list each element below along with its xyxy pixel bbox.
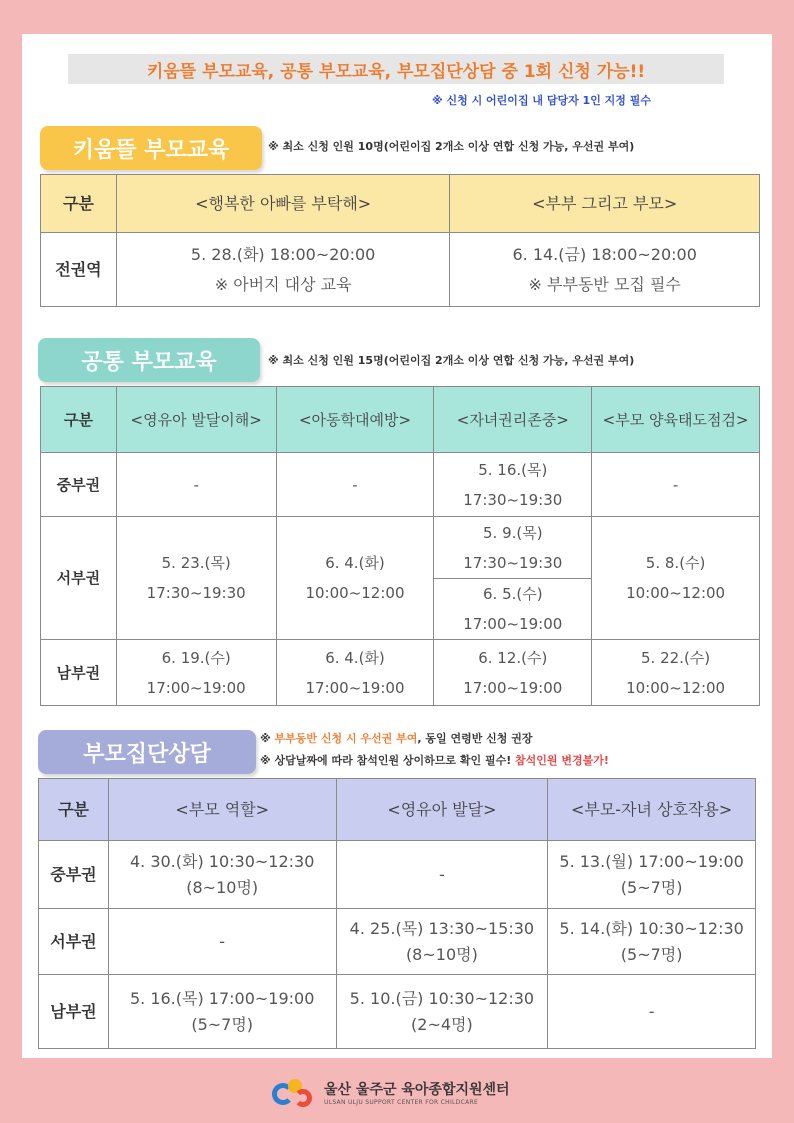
row-label: 중부권 — [39, 841, 109, 909]
table-cell: - — [592, 453, 760, 517]
section-title-common: 공통 부모교육 — [38, 338, 260, 382]
table-cell: - — [108, 909, 336, 975]
center-logo-icon — [270, 1075, 316, 1109]
row-label: 서부권 — [39, 909, 109, 975]
common-education-table — [40, 386, 760, 706]
table-header: <부부 그리고 부모> — [450, 175, 760, 233]
table-header: <행복한 아빠를 부탁해> — [116, 175, 450, 233]
notice-banner: 키움뜰 부모교육, 공통 부모교육, 부모집단상담 중 1회 신청 가능!! — [68, 54, 724, 84]
section3-note1: ※ 부부동반 신청 시 우선권 부여, 동일 연령반 신청 권장 — [260, 732, 533, 745]
table-cell: 5. 8.(수) 10:00~12:00 — [592, 517, 760, 640]
section2-note: ※ 최소 신청 인원 15명(어린이집 2개소 이상 연합 신청 가능, 우선권 부여) — [268, 354, 635, 367]
table-header: <영유아 발달이해> — [116, 387, 276, 453]
table-cell: 6. 5.(수) 17:00~19:00 — [434, 579, 592, 640]
footer-name-en: ULSAN ULJU SUPPORT CENTER FOR CHILDCARE — [324, 1098, 479, 1106]
table-cell: - — [116, 453, 276, 517]
notice-sub: ※ 신청 시 어린이집 내 담당자 1인 지정 필수 — [432, 94, 651, 107]
table-cell: 6. 14.(금) 18:00~20:00 ※ 부부동반 모집 필수 — [450, 233, 760, 307]
table-header: <부모-자녀 상호작용> — [548, 779, 756, 841]
table-header: 구분 — [41, 175, 117, 233]
table-header: 구분 — [41, 387, 117, 453]
table-cell: 6. 19.(수) 17:00~19:00 — [116, 640, 276, 706]
table-cell: 5. 14.(화) 10:30~12:30 (5~7명) — [548, 909, 756, 975]
footer-name: 울산 울주군 육아종합지원센터 — [324, 1081, 510, 1098]
table-cell: - — [336, 841, 548, 909]
table-header: <부모 역할> — [108, 779, 336, 841]
table-cell: 5. 16.(목) 17:30~19:30 — [434, 453, 592, 517]
table-header: 구분 — [39, 779, 109, 841]
group-counseling-table — [38, 778, 756, 1049]
table-cell: 5. 10.(금) 10:30~12:30 (2~4명) — [336, 975, 548, 1049]
table-cell: - — [276, 453, 434, 517]
section-title-group-counseling: 부모집단상담 — [38, 730, 256, 774]
table-cell: - — [548, 975, 756, 1049]
row-label: 서부권 — [41, 517, 117, 640]
kiumtteul-table — [40, 174, 760, 307]
table-cell: 5. 9.(목) 17:30~19:30 — [434, 517, 592, 579]
row-label: 남부권 — [39, 975, 109, 1049]
row-label: 남부권 — [41, 640, 117, 706]
table-cell: 6. 12.(수) 17:00~19:00 — [434, 640, 592, 706]
section3-note2: ※ 상담날짜에 따라 참석인원 상이하므로 확인 필수! 참석인원 변경불가! — [260, 754, 609, 767]
row-label: 중부권 — [41, 453, 117, 517]
table-cell: 5. 28.(화) 18:00~20:00 ※ 아버지 대상 교육 — [116, 233, 450, 307]
table-cell: 5. 13.(월) 17:00~19:00 (5~7명) — [548, 841, 756, 909]
table-header: <부모 양육태도점검> — [592, 387, 760, 453]
table-cell: 4. 30.(화) 10:30~12:30 (8~10명) — [108, 841, 336, 909]
table-cell: 5. 23.(목) 17:30~19:30 — [116, 517, 276, 640]
table-header: <아동학대예방> — [276, 387, 434, 453]
table-header: <자녀권리존중> — [434, 387, 592, 453]
table-cell: 6. 4.(화) 10:00~12:00 — [276, 517, 434, 640]
footer-logo — [270, 1072, 530, 1112]
row-label: 전권역 — [41, 233, 117, 307]
section-title-kiumtteul: 키움뜰 부모교육 — [40, 126, 262, 170]
section1-note: ※ 최소 신청 인원 10명(어린이집 2개소 이상 연합 신청 가능, 우선권 부여) — [268, 140, 635, 153]
table-cell: 6. 4.(화) 17:00~19:00 — [276, 640, 434, 706]
table-cell: 4. 25.(목) 13:30~15:30 (8~10명) — [336, 909, 548, 975]
table-cell: 5. 22.(수) 10:00~12:00 — [592, 640, 760, 706]
table-header: <영유아 발달> — [336, 779, 548, 841]
table-cell: 5. 16.(목) 17:00~19:00 (5~7명) — [108, 975, 336, 1049]
